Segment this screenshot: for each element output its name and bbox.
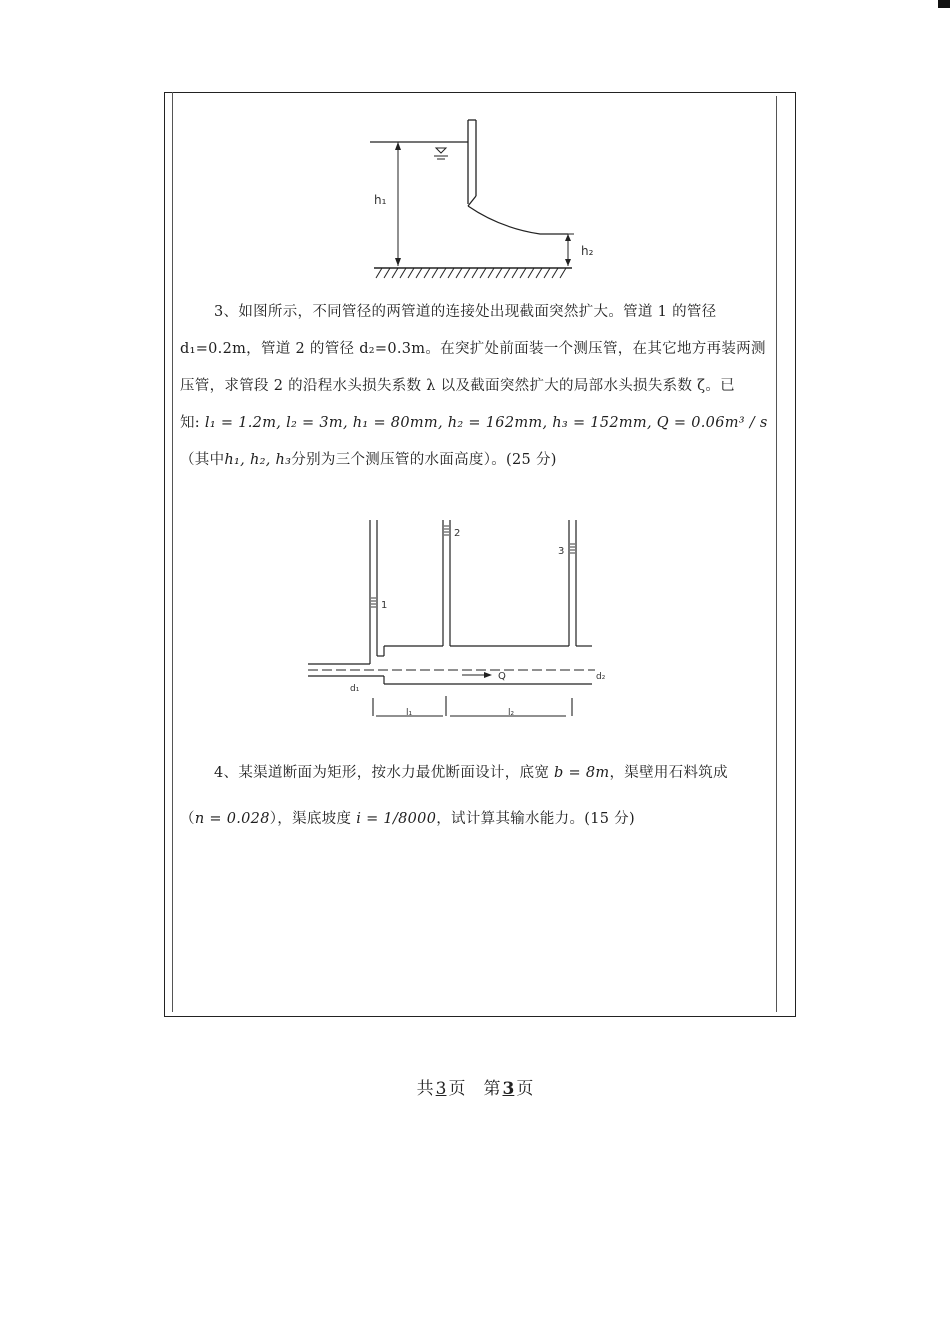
tube-3-label: 3 [558,546,565,557]
problem-3-line-2: d₁=0.2m，管道 2 的管径 d₂=0.3m。在突扩处前面装一个测压管，在其它地方再装两测 [180,341,766,357]
roughness-formula: n = 0.028 [194,811,270,827]
label-h2: h₂ [581,244,594,258]
tube-2-label: 2 [454,528,461,539]
l1-label: l₁ [406,708,413,718]
label-h1: h₁ [374,193,387,207]
pipe-expansion-figure [300,510,630,725]
flow-q-label: Q [498,671,506,682]
d2-label: d₂ [596,672,606,682]
d1-label: d₁ [350,684,360,694]
bottom-width-formula: b = 8m [554,765,610,781]
scan-corner-mark [938,0,950,8]
problem-3-line-4: 知: l₁ = 1.2m, l₂ = 3m, h₁ = 80mm, h₂ = 162mm, h₃ = 152mm, Q = 0.06m³ / s [180,415,768,431]
problem-3-line-5: （其中h₁, h₂, h₃分别为三个测压管的水面高度）。(25 分) [180,452,557,468]
l2-label: l₂ [508,708,515,718]
problem-3-line-1: 3、如图所示，不同管径的两管道的连接处出现截面突然扩大。管道 1 的管径 [214,304,717,320]
problem-4-line-1: 4、某渠道断面为矩形，按水力最优断面设计，底宽 b = 8m，渠壁用石料筑成 [214,765,728,781]
gate-flow-figure [360,110,620,285]
page-counter: 共 3 页 第 3 页 [416,1079,534,1099]
problem-3-line-3: 压管，求管段 2 的沿程水头损失系数 λ 以及截面突然扩大的局部水头损失系数 ζ。已 [180,378,735,394]
frame-inner-left-line [172,92,173,1012]
problem-4-line-2: （n = 0.028），渠底坡度 i = 1/8000，试计算其输水能力。(15 分) [180,811,635,827]
current-page: 3 [502,1079,515,1099]
problem-4-text [180,750,800,842]
slope-formula: i = 1/8000 [356,811,437,827]
tube-1-label: 1 [381,600,388,611]
given-values-formula: l₁ = 1.2m, l₂ = 3m, h₁ = 80mm, h₂ = 162mm, h₃ = 152mm, Q = 0.06m³ / s [204,415,768,431]
problem-3-text [180,294,800,479]
frame-inner-right-line [776,96,777,1012]
total-pages: 3 [435,1079,447,1099]
